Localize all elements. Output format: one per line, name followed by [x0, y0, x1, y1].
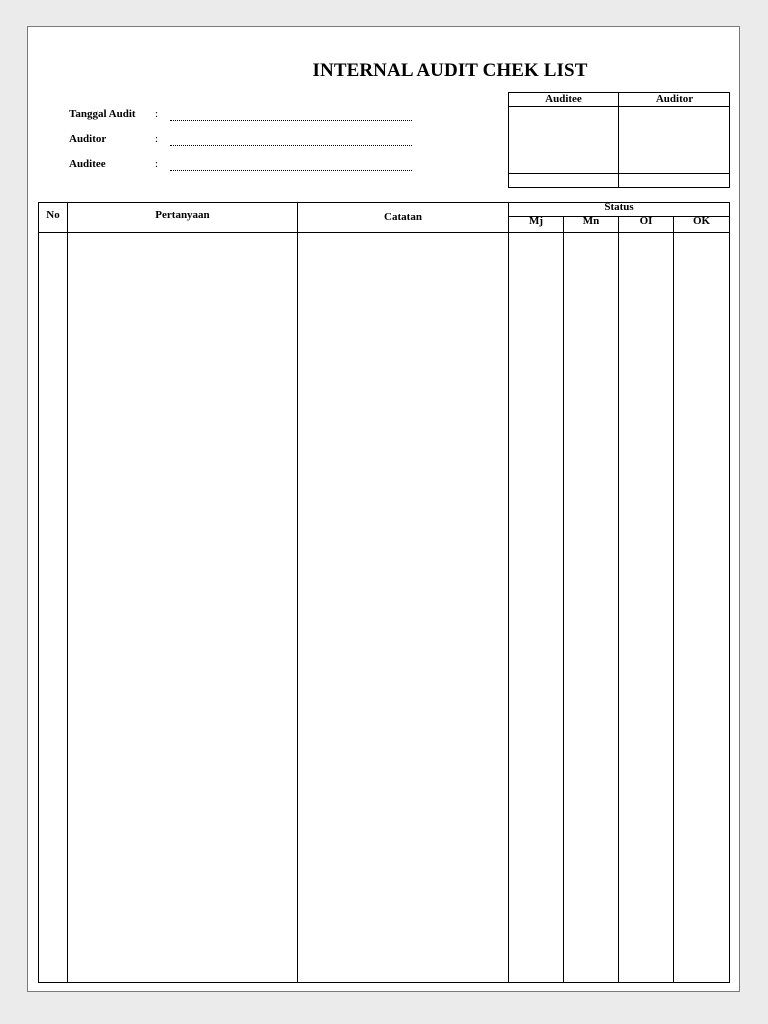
field-colon: : [155, 108, 159, 120]
header-status: Status [604, 201, 634, 213]
document-title: INTERNAL AUDIT CHEK LIST [312, 60, 588, 81]
header-no: No [46, 209, 60, 221]
header-status-mj: Mj [528, 215, 544, 227]
field-colon: : [155, 158, 159, 170]
field-label: Auditee [69, 158, 106, 170]
column-divider [508, 203, 509, 982]
column-divider [297, 203, 298, 982]
header-status-oi: OI [639, 215, 653, 227]
field-colon: : [155, 133, 159, 145]
column-divider [618, 216, 619, 982]
header-status-ok: OK [692, 215, 711, 227]
field-fill-line[interactable] [170, 145, 412, 146]
header-pertanyaan: Pertanyaan [155, 209, 210, 221]
signature-box [508, 92, 730, 188]
column-divider [563, 216, 564, 982]
checklist-page [27, 26, 740, 992]
field-fill-line[interactable] [170, 120, 412, 121]
signature-name-rule [509, 173, 729, 174]
column-divider [67, 203, 68, 982]
header-bottom-rule [39, 232, 729, 233]
field-fill-line[interactable] [170, 170, 412, 171]
column-divider [673, 216, 674, 982]
header-catatan: Catatan [384, 211, 422, 223]
checklist-table [38, 202, 730, 983]
field-label: Auditor [69, 133, 107, 145]
signature-header-rule [509, 106, 729, 107]
field-label: Tanggal Audit [69, 108, 136, 120]
signature-auditee-header: Auditee [545, 93, 582, 105]
header-status-mn: Mn [582, 215, 600, 227]
signature-auditor-header: Auditor [655, 93, 694, 105]
